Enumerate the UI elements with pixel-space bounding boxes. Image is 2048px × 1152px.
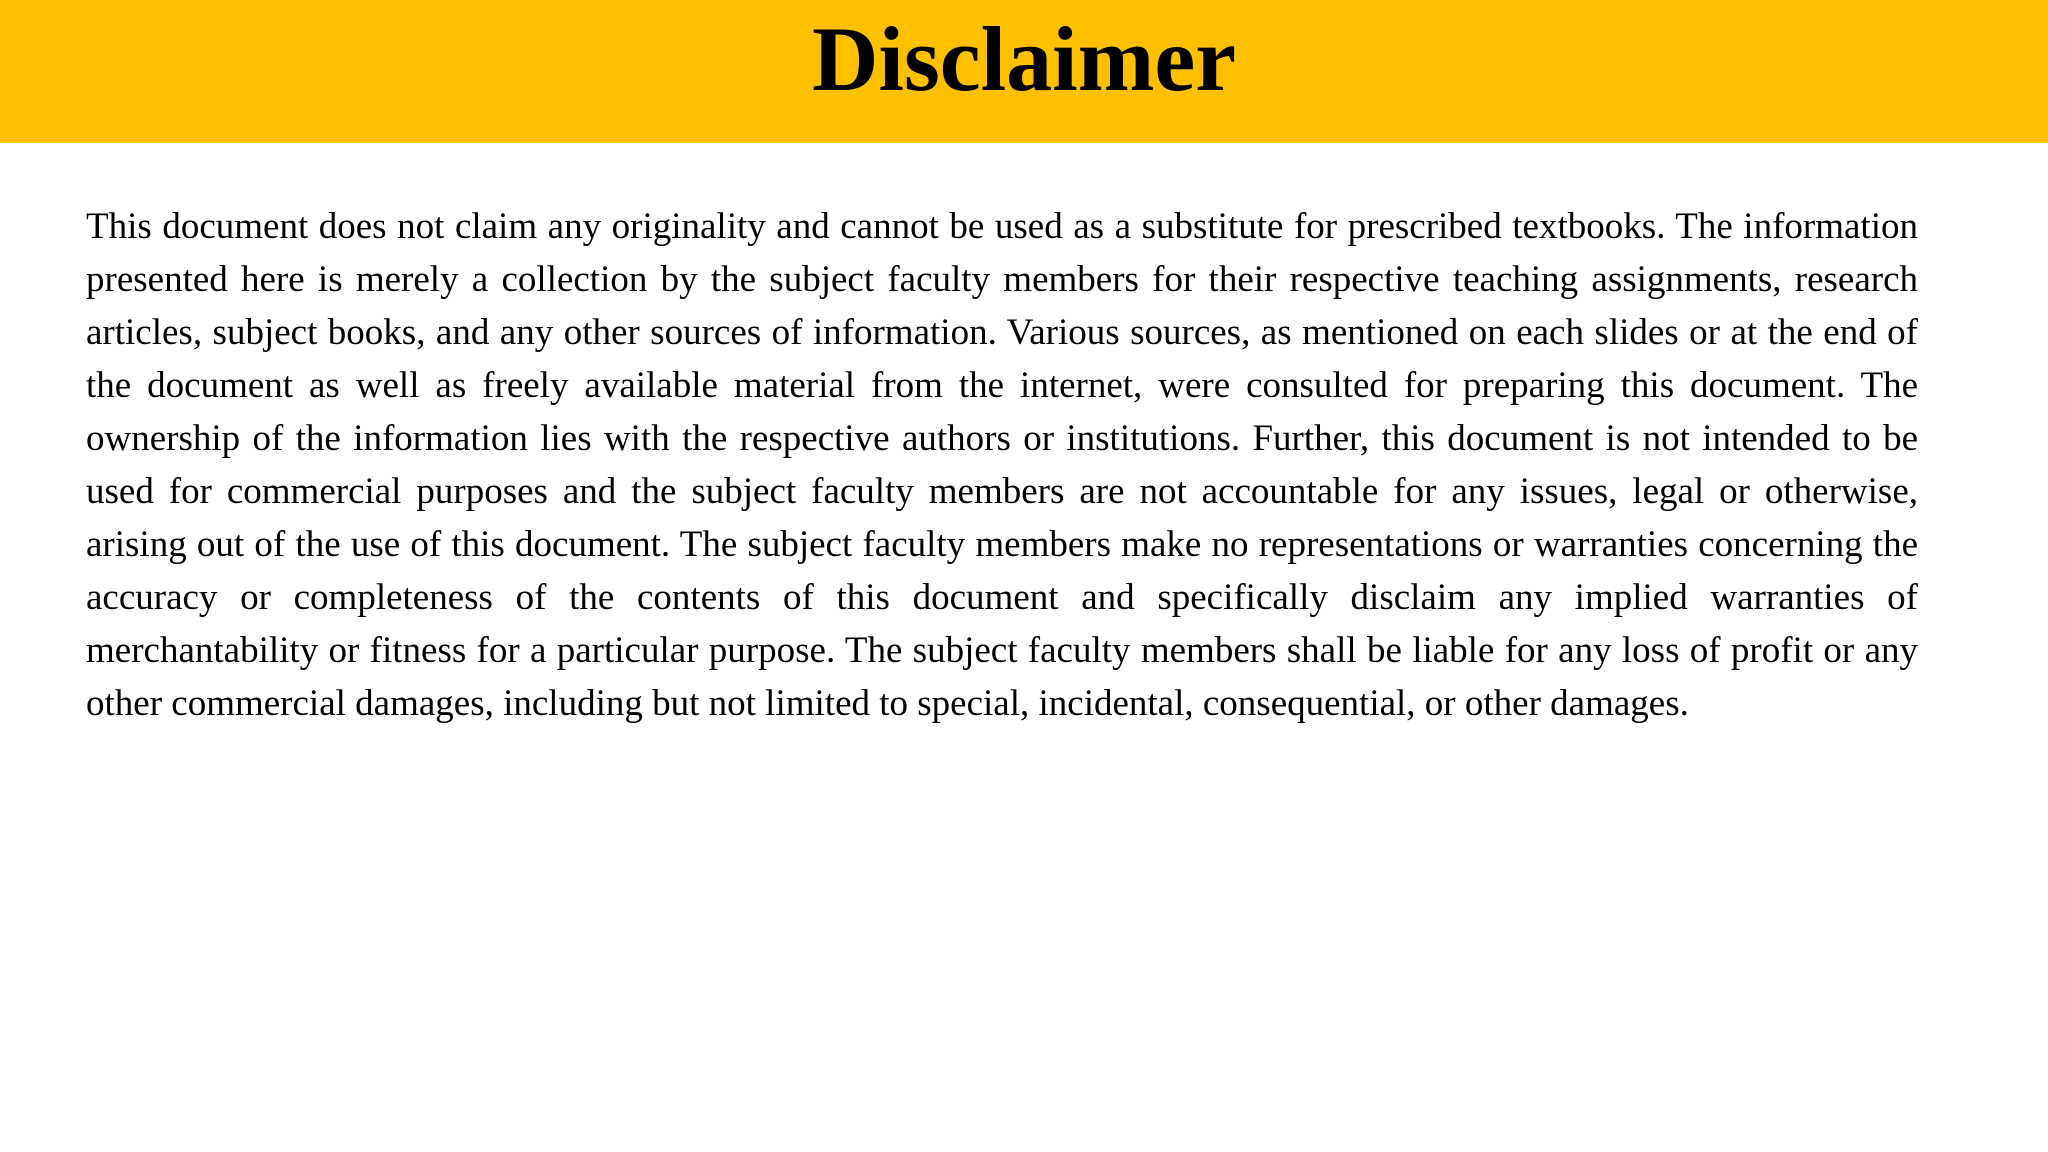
slide-title: Disclaimer xyxy=(811,8,1237,110)
header-band xyxy=(0,0,2048,143)
disclaimer-body-text: This document does not claim any originality and cannot be used as a substitute for prescribed textbooks. The information presented here is merely a collection by the subject faculty members for their respective teaching assignments, research articles, subject books, and any other sources of information. Various sources, as mentioned on each slides or at the end of the document as well as freely available material from the internet, were consulted for preparing this document. The ownership of the information lies with the respective authors or institutions. Further, this document is not intended to be used for commercial purposes and the subject faculty members are not accountable for any issues, legal or otherwise, arising out of the use of this document. The subject faculty members make no representations or warranties concerning the accuracy or completeness of the contents of this document and specifically disclaim any implied warranties of merchantability or fitness for a particular purpose. The subject faculty members shall be liable for any loss of profit or any other commercial damages, including but not limited to special, incidental, consequential, or other damages. xyxy=(86,206,1918,724)
